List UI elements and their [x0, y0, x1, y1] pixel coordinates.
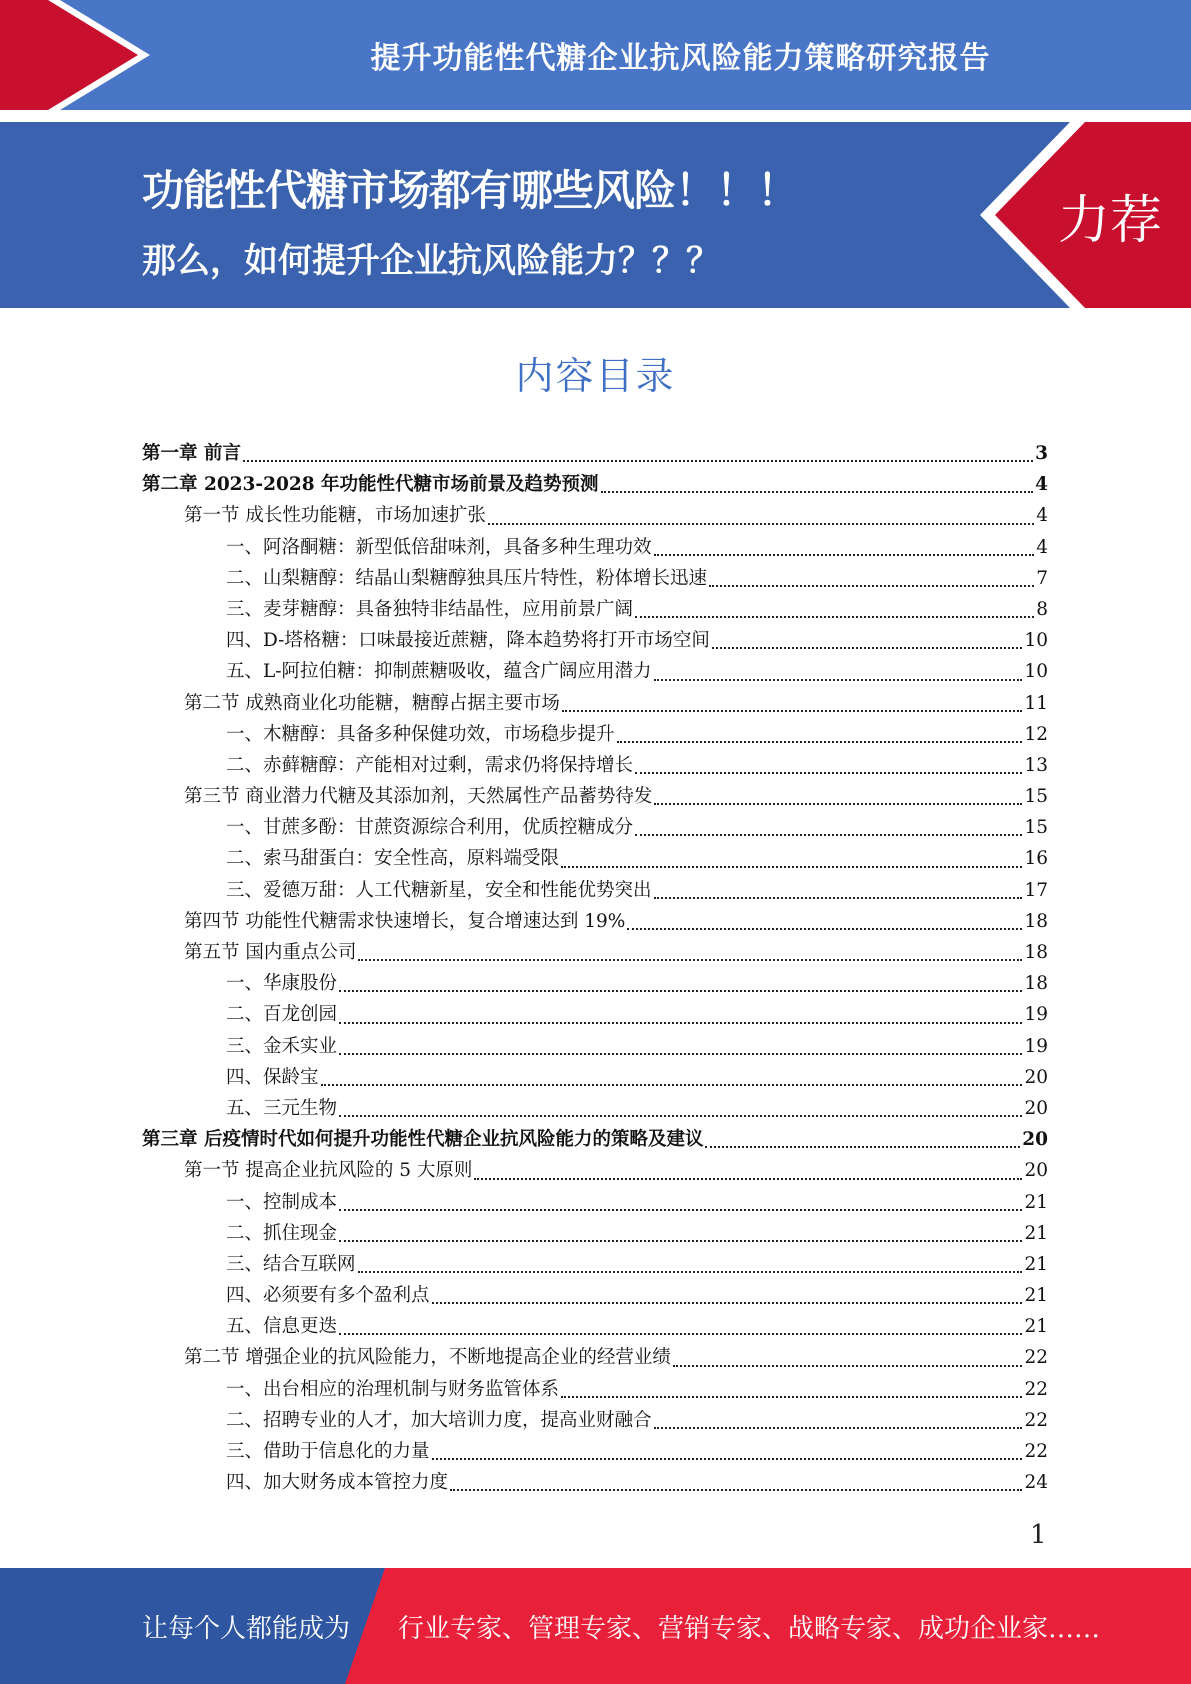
toc-dot-leader — [339, 1053, 1022, 1055]
toc-entry-title: 五、L-阿拉伯糖：抑制蔗糖吸收，蕴含广阔应用潜力 — [226, 661, 652, 683]
toc-entry[interactable] — [142, 1467, 1048, 1498]
toc-entry-title: 第二章 2023-2028 年功能性代糖市场前景及趋势预测 — [142, 474, 599, 496]
toc-entry[interactable] — [142, 1062, 1048, 1093]
toc-entry[interactable] — [142, 469, 1048, 500]
toc-entry-page: 22 — [1024, 1347, 1048, 1369]
toc-entry[interactable] — [142, 1249, 1048, 1280]
toc-entry-title: 三、结合互联网 — [226, 1253, 356, 1275]
toc-dot-leader — [432, 1302, 1023, 1304]
toc-entry-title: 第二节 增强企业的抗风险能力，不断地提高企业的经营业绩 — [184, 1347, 671, 1369]
toc-entry[interactable] — [142, 563, 1048, 594]
toc-entry-title: 四、保龄宝 — [226, 1066, 319, 1088]
toc-entry-title: 三、麦芽糖醇：具备独特非结晶性，应用前景广阔 — [226, 598, 634, 620]
toc-dot-leader — [339, 1240, 1022, 1242]
toc-entry-title: 第五节 国内重点公司 — [184, 942, 357, 963]
toc-dot-leader — [712, 647, 1023, 649]
toc-entry[interactable] — [142, 625, 1048, 656]
toc-dot-leader — [339, 1022, 1022, 1024]
toc-dot-leader — [654, 897, 1023, 899]
toc-entry-title: 第三章 后疫情时代如何提升功能性代糖企业抗风险能力的策略及建议 — [142, 1129, 704, 1151]
toc-entry-title: 一、控制成本 — [226, 1191, 338, 1213]
toc-dot-leader — [562, 710, 1023, 712]
toc-entry-page: 13 — [1024, 754, 1048, 776]
toc-entry[interactable] — [142, 1280, 1048, 1311]
toc-entry-page: 8 — [1036, 598, 1048, 620]
toc-entry[interactable] — [142, 1031, 1048, 1062]
toc-entry[interactable] — [142, 438, 1048, 469]
toc-entry-title: 一、甘蔗多酚：甘蔗资源综合利用，优质控糖成分 — [226, 817, 634, 839]
toc-entry-title: 第一节 成长性功能糖，市场加速扩张 — [184, 505, 486, 527]
toc-dot-leader — [474, 1178, 1022, 1180]
toc-entry[interactable] — [142, 656, 1048, 687]
toc-entry[interactable] — [142, 875, 1048, 906]
toc-entry-title: 二、百龙创园 — [226, 1004, 338, 1026]
toc-dot-leader — [432, 1458, 1023, 1460]
toc-entry[interactable] — [142, 1374, 1048, 1405]
toc-entry-page: 19 — [1024, 1004, 1048, 1026]
toc-dot-leader — [654, 803, 1022, 805]
toc-dot-leader — [635, 834, 1022, 836]
toc-dot-leader — [243, 460, 1033, 462]
toc-entry[interactable] — [142, 1187, 1048, 1218]
toc-entry-title: 三、借助于信息化的力量 — [226, 1441, 430, 1462]
toc-dot-leader — [339, 990, 1022, 992]
toc-entry-title: 二、索马甜蛋白：安全性高，原料端受限 — [226, 848, 560, 870]
toc-entry-title: 一、木糖醇：具备多种保健功效，市场稳步提升 — [226, 723, 615, 745]
toc-entry-page: 22 — [1024, 1378, 1048, 1400]
toc-entry-page: 11 — [1024, 692, 1048, 714]
toc-entry-title: 二、赤藓糖醇：产能相对过剩，需求仍将保持增长 — [226, 754, 634, 776]
toc-entry-page: 18 — [1024, 942, 1048, 963]
toc-entry[interactable] — [142, 999, 1048, 1030]
toc-dot-leader — [654, 554, 1035, 556]
toc-dot-leader — [654, 679, 1023, 681]
toc-entry-page: 21 — [1024, 1253, 1048, 1275]
toc-dot-leader — [339, 1333, 1022, 1335]
recommend-tag: 力荐 — [1058, 191, 1163, 251]
toc-entry-title: 五、三元生物 — [226, 1097, 338, 1119]
toc-entry-page: 21 — [1024, 1191, 1048, 1213]
footer-slogan-right: 行业专家、管理专家、营销专家、战略专家、成功企业家…… — [398, 1614, 1101, 1644]
toc-entry[interactable] — [142, 781, 1048, 812]
toc-entry[interactable] — [142, 1124, 1048, 1155]
toc-entry-page: 21 — [1024, 1285, 1048, 1307]
toc-entry-title: 第二节 成熟商业化功能糖，糖醇占据主要市场 — [184, 692, 560, 714]
toc-entry-page: 21 — [1024, 1222, 1048, 1244]
toc-entry-page: 20 — [1022, 1129, 1048, 1151]
toc-entry[interactable] — [142, 594, 1048, 625]
toc-entry-page: 20 — [1024, 1160, 1048, 1182]
toc-entry-page: 4 — [1036, 536, 1048, 558]
toc-entry-title: 二、山梨糖醇：结晶山梨糖醇独具压片特性，粉体增长迅速 — [226, 567, 708, 589]
toc-entry-page: 20 — [1024, 1066, 1048, 1088]
toc-entry[interactable] — [142, 719, 1048, 750]
toc-entry[interactable] — [142, 843, 1048, 874]
toc-entry-page: 7 — [1036, 567, 1048, 589]
toc-entry-page: 10 — [1024, 630, 1048, 652]
toc-entry-title: 一、出台相应的治理机制与财务监管体系 — [226, 1378, 560, 1400]
toc-entry-title: 四、D-塔格糖：口味最接近蔗糖，降本趋势将打开市场空间 — [226, 630, 710, 652]
top-red-chevron — [0, 0, 150, 110]
toc-dot-leader — [601, 491, 1034, 493]
toc-entry-title: 三、爱德万甜：人工代糖新星，安全和性能优势突出 — [226, 879, 652, 901]
toc-dot-leader — [627, 928, 1022, 930]
report-title: 提升功能性代糖企业抗风险能力策略研究报告 — [370, 41, 991, 76]
toc-dot-leader — [635, 616, 1034, 618]
toc-entry[interactable] — [142, 1405, 1048, 1436]
toc-entry-title: 五、信息更迭 — [226, 1316, 338, 1338]
toc-dot-leader — [705, 1146, 1020, 1148]
toc-entry[interactable] — [142, 1436, 1048, 1467]
toc-entry-page: 12 — [1024, 723, 1048, 745]
toc-dot-leader — [561, 866, 1022, 868]
toc-entry-page: 16 — [1024, 848, 1048, 870]
toc-entry-page: 4 — [1036, 505, 1048, 527]
hero-headline: 功能性代糖市场都有哪些风险！！！ — [142, 166, 799, 215]
toc-dot-leader — [617, 741, 1023, 743]
toc-dot-leader — [321, 1084, 1023, 1086]
toc-entry-page: 24 — [1024, 1472, 1048, 1494]
toc-entry-page: 22 — [1024, 1441, 1048, 1462]
toc-entry-title: 一、阿洛酮糖：新型低倍甜味剂，具备多种生理功效 — [226, 536, 652, 558]
toc-entry-page: 17 — [1024, 879, 1048, 901]
toc-entry[interactable] — [142, 1218, 1048, 1249]
toc-entry-page: 10 — [1024, 661, 1048, 683]
toc-entry-title: 二、抓住现金 — [226, 1222, 338, 1244]
toc-entry-page: 20 — [1024, 1097, 1048, 1119]
toc-entry[interactable] — [142, 1155, 1048, 1186]
toc-dot-leader — [673, 1365, 1023, 1367]
toc-entry-page: 22 — [1024, 1409, 1048, 1431]
toc-dot-leader — [488, 523, 1034, 525]
toc-entry[interactable] — [142, 500, 1048, 531]
toc-entry[interactable] — [142, 750, 1048, 781]
toc-entry-page: 15 — [1024, 817, 1048, 839]
toc-entry-title: 第一章 前言 — [142, 443, 241, 464]
toc-entry[interactable] — [142, 1311, 1048, 1342]
toc-entry-title: 第四节 功能性代糖需求快速增长，复合增速达到 19% — [184, 910, 626, 932]
toc-entry-title: 四、加大财务成本管控力度 — [226, 1472, 449, 1494]
toc-entry-title: 三、金禾实业 — [226, 1035, 338, 1057]
toc-entry[interactable] — [142, 688, 1048, 719]
toc-entry-title: 一、华康股份 — [226, 973, 338, 995]
toc-entry-page: 15 — [1024, 786, 1048, 808]
toc-entry[interactable] — [142, 906, 1048, 937]
footer-slogan-left: 让每个人都能成为 — [142, 1614, 351, 1644]
toc-dot-leader — [450, 1489, 1022, 1491]
toc-dot-leader — [561, 1396, 1022, 1398]
toc-dot-leader — [709, 585, 1034, 587]
toc-entry[interactable] — [142, 1342, 1048, 1373]
toc-entry-title: 第一节 提高企业抗风险的 5 大原则 — [184, 1160, 473, 1182]
toc-dot-leader — [635, 772, 1022, 774]
toc-entry-page: 18 — [1024, 910, 1048, 932]
toc-entry-title: 四、必须要有多个盈利点 — [226, 1285, 430, 1307]
toc-title: 内容目录 — [515, 354, 676, 398]
toc-list — [142, 438, 1048, 1498]
toc-entry[interactable] — [142, 1093, 1048, 1124]
toc-dot-leader — [339, 1209, 1022, 1211]
toc-entry[interactable] — [142, 968, 1048, 999]
toc-entry[interactable] — [142, 812, 1048, 843]
toc-entry-page: 21 — [1024, 1316, 1048, 1338]
toc-entry[interactable] — [142, 532, 1048, 563]
page-number: 1 — [1030, 1520, 1047, 1550]
toc-dot-leader — [339, 1115, 1022, 1117]
toc-entry-page: 19 — [1024, 1035, 1048, 1057]
hero-subheadline: 那么，如何提升企业抗风险能力？？？ — [142, 241, 720, 281]
toc-entry-page: 18 — [1024, 973, 1048, 995]
toc-entry-page: 3 — [1035, 443, 1048, 464]
toc-entry-title: 二、招聘专业的人才，加大培训力度，提高业财融合 — [226, 1409, 652, 1431]
toc-dot-leader — [358, 1271, 1023, 1273]
toc-entry-title: 第三节 商业潜力代糖及其添加剂，天然属性产品蓄势待发 — [184, 786, 653, 808]
toc-dot-leader — [654, 1427, 1023, 1429]
toc-entry[interactable] — [142, 937, 1048, 968]
toc-dot-leader — [358, 959, 1022, 961]
toc-entry-page: 4 — [1035, 474, 1048, 496]
